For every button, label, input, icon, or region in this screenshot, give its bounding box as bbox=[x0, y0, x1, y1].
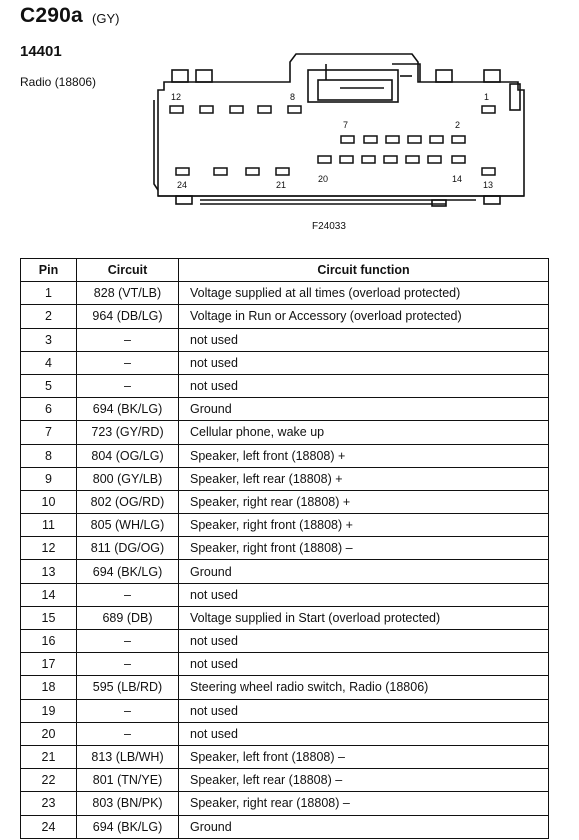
circuit-cell: 694 (BK/LG) bbox=[77, 560, 179, 583]
pin-label-21: 21 bbox=[276, 180, 287, 190]
function-cell: Speaker, left front (18808) + bbox=[179, 444, 549, 467]
function-cell: Speaker, left rear (18808) – bbox=[179, 769, 549, 792]
function-cell: Ground bbox=[179, 398, 549, 421]
function-cell: Speaker, left rear (18808) + bbox=[179, 467, 549, 490]
circuit-cell: 802 (OG/RD) bbox=[77, 490, 179, 513]
function-cell: Speaker, right front (18808) + bbox=[179, 514, 549, 537]
table-row bbox=[21, 282, 549, 305]
table-row bbox=[21, 676, 549, 699]
function-cell: not used bbox=[179, 722, 549, 745]
function-cell: not used bbox=[179, 583, 549, 606]
circuit-cell: – bbox=[77, 653, 179, 676]
pin-label-20: 20 bbox=[318, 174, 329, 184]
pin-cell: 8 bbox=[21, 444, 77, 467]
pin-label-14: 14 bbox=[452, 174, 463, 184]
circuit-cell: 689 (DB) bbox=[77, 606, 179, 629]
pin-cell: 3 bbox=[21, 328, 77, 351]
table-row bbox=[21, 630, 549, 653]
circuit-cell: – bbox=[77, 351, 179, 374]
pin-cell: 10 bbox=[21, 490, 77, 513]
connector-title: C290a bbox=[20, 4, 83, 27]
circuit-cell: 723 (GY/RD) bbox=[77, 421, 179, 444]
function-cell: not used bbox=[179, 630, 549, 653]
pin-cell: 5 bbox=[21, 374, 77, 397]
pin-cell: 2 bbox=[21, 305, 77, 328]
pin-cell: 9 bbox=[21, 467, 77, 490]
pin-cell: 22 bbox=[21, 769, 77, 792]
pin-cell: 12 bbox=[21, 537, 77, 560]
circuit-cell: – bbox=[77, 328, 179, 351]
pin-cell: 19 bbox=[21, 699, 77, 722]
function-cell: Ground bbox=[179, 560, 549, 583]
pin-cell: 6 bbox=[21, 398, 77, 421]
function-cell: Speaker, right rear (18808) – bbox=[179, 792, 549, 815]
table-row bbox=[21, 421, 549, 444]
function-cell: Speaker, right front (18808) – bbox=[179, 537, 549, 560]
table-header-row bbox=[21, 259, 549, 282]
circuit-cell: 694 (BK/LG) bbox=[77, 815, 179, 838]
pin-cell: 21 bbox=[21, 745, 77, 768]
circuit-cell: – bbox=[77, 374, 179, 397]
function-cell: Voltage supplied in Start (overload protected) bbox=[179, 606, 549, 629]
pin-cell: 17 bbox=[21, 653, 77, 676]
table-row bbox=[21, 537, 549, 560]
part-description: Radio (18806) bbox=[20, 75, 97, 89]
circuit-cell: – bbox=[77, 583, 179, 606]
pin-cell: 11 bbox=[21, 514, 77, 537]
table-row bbox=[21, 490, 549, 513]
function-cell: not used bbox=[179, 328, 549, 351]
pin-label-13: 13 bbox=[483, 180, 494, 190]
function-cell: Speaker, right rear (18808) + bbox=[179, 490, 549, 513]
table-row bbox=[21, 653, 549, 676]
function-cell: Voltage in Run or Accessory (overload protected) bbox=[179, 305, 549, 328]
circuit-cell: 813 (LB/WH) bbox=[77, 745, 179, 768]
table-row bbox=[21, 745, 549, 768]
header-circuit: Circuit bbox=[77, 259, 179, 282]
pin-cell: 23 bbox=[21, 792, 77, 815]
connector-face-diagram bbox=[0, 0, 579, 240]
pin-cell: 13 bbox=[21, 560, 77, 583]
function-cell: Cellular phone, wake up bbox=[179, 421, 549, 444]
table-row bbox=[21, 398, 549, 421]
function-cell: Speaker, left front (18808) – bbox=[179, 745, 549, 768]
pin-label-7: 7 bbox=[343, 120, 349, 130]
table-row bbox=[21, 792, 549, 815]
pin-cell: 4 bbox=[21, 351, 77, 374]
table-row bbox=[21, 583, 549, 606]
circuit-cell: 805 (WH/LG) bbox=[77, 514, 179, 537]
function-cell: not used bbox=[179, 699, 549, 722]
circuit-cell: 804 (OG/LG) bbox=[77, 444, 179, 467]
circuit-cell: 800 (GY/LB) bbox=[77, 467, 179, 490]
pin-cell: 16 bbox=[21, 630, 77, 653]
table-row bbox=[21, 328, 549, 351]
pin-label-24: 24 bbox=[177, 180, 188, 190]
circuit-cell: 694 (BK/LG) bbox=[77, 398, 179, 421]
table-row bbox=[21, 560, 549, 583]
table-row bbox=[21, 351, 549, 374]
circuit-cell: 811 (DG/OG) bbox=[77, 537, 179, 560]
pin-cell: 1 bbox=[21, 282, 77, 305]
pin-label-2: 2 bbox=[455, 120, 461, 130]
header-circuit-function: Circuit function bbox=[179, 259, 549, 282]
pin-cell: 7 bbox=[21, 421, 77, 444]
part-number: 14401 bbox=[20, 43, 62, 60]
table-row bbox=[21, 374, 549, 397]
pin-cell: 15 bbox=[21, 606, 77, 629]
function-cell: not used bbox=[179, 374, 549, 397]
pin-label-1: 1 bbox=[484, 92, 490, 102]
circuit-cell: 801 (TN/YE) bbox=[77, 769, 179, 792]
function-cell: Steering wheel radio switch, Radio (18806) bbox=[179, 676, 549, 699]
figure-id: F24033 bbox=[312, 221, 346, 232]
table-row bbox=[21, 699, 549, 722]
table-row bbox=[21, 444, 549, 467]
table-row bbox=[21, 722, 549, 745]
pin-label-12: 12 bbox=[171, 92, 182, 102]
function-cell: not used bbox=[179, 653, 549, 676]
function-cell: Ground bbox=[179, 815, 549, 838]
circuit-cell: 595 (LB/RD) bbox=[77, 676, 179, 699]
pin-table bbox=[20, 258, 549, 839]
table-row bbox=[21, 514, 549, 537]
pin-cell: 20 bbox=[21, 722, 77, 745]
connector-color-code: (GY) bbox=[92, 11, 120, 26]
table-row bbox=[21, 606, 549, 629]
circuit-cell: – bbox=[77, 722, 179, 745]
circuit-cell: – bbox=[77, 699, 179, 722]
table-row bbox=[21, 815, 549, 838]
pin-cell: 18 bbox=[21, 676, 77, 699]
circuit-cell: – bbox=[77, 630, 179, 653]
pin-label-8: 8 bbox=[290, 92, 296, 102]
circuit-cell: 828 (VT/LB) bbox=[77, 282, 179, 305]
pin-table-body bbox=[21, 282, 549, 839]
circuit-cell: 803 (BN/PK) bbox=[77, 792, 179, 815]
function-cell: Voltage supplied at all times (overload protected) bbox=[179, 282, 549, 305]
function-cell: not used bbox=[179, 351, 549, 374]
circuit-cell: 964 (DB/LG) bbox=[77, 305, 179, 328]
table-row bbox=[21, 467, 549, 490]
header-pin: Pin bbox=[21, 259, 77, 282]
table-row bbox=[21, 305, 549, 328]
table-row bbox=[21, 769, 549, 792]
pin-cell: 24 bbox=[21, 815, 77, 838]
pin-cell: 14 bbox=[21, 583, 77, 606]
